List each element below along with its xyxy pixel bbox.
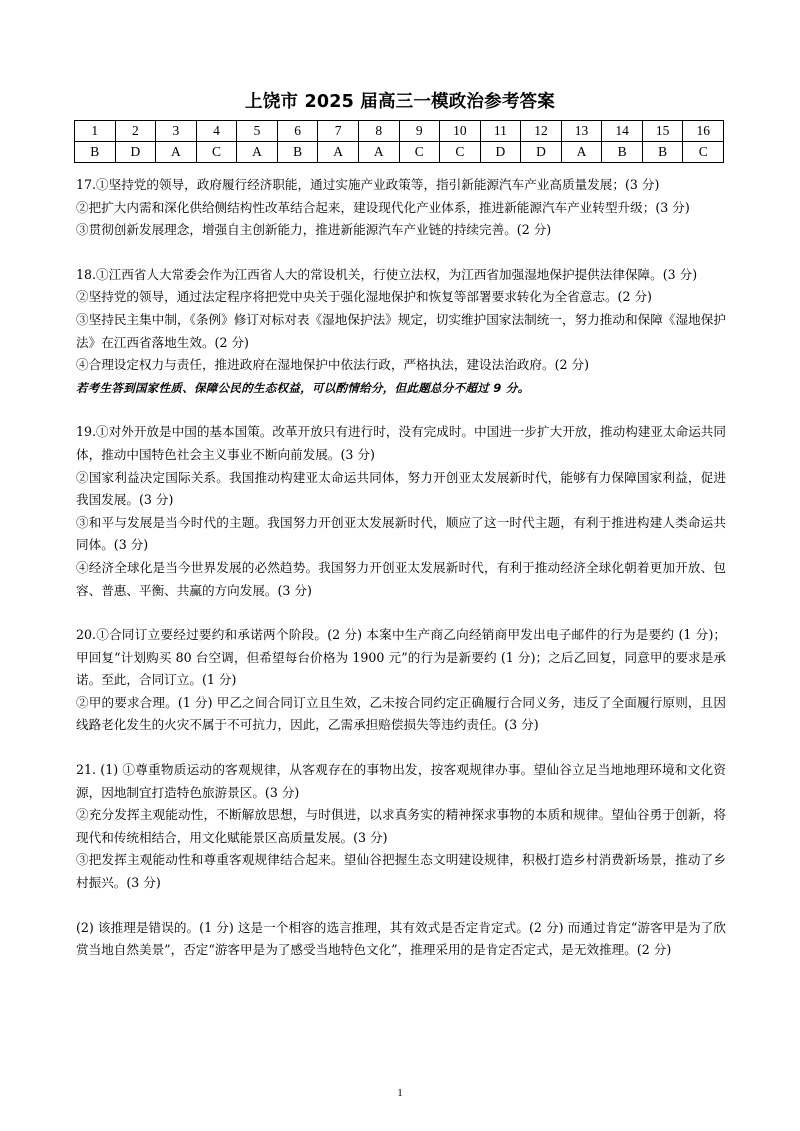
answer-point: 21. (1) ①尊重物质运动的客观规律，从客观存在的事物出发，按客观规律办事。望仙谷立足当地地理环境和文化资源，因地制宜打造特色旅游景区。(3 分) — [76, 762, 726, 800]
question-number-cell: 4 — [196, 121, 237, 142]
answer-cell: A — [318, 142, 359, 163]
question-number-cell: 13 — [561, 121, 602, 142]
answer-cell: B — [277, 142, 318, 163]
answer-point: ②把扩大内需和深化供给侧结构性改革结合起来，建设现代化产业体系，推进新能源汽车产业转型升级；(3 分) — [76, 199, 690, 215]
answer-cell: B — [602, 142, 643, 163]
question-number-cell: 6 — [277, 121, 318, 142]
answer-cell: C — [399, 142, 440, 163]
answer-point: ④经济全球化是当今世界发展的必然趋势。我国努力开创亚太发展新时代，有利于推动经济全球化朝着更加开放、包容、普惠、平衡、共赢的方向发展。(3 分) — [76, 559, 726, 598]
question-17-answer — [76, 174, 726, 242]
answer-cell: D — [115, 142, 156, 163]
answer-cell: A — [156, 142, 197, 163]
answer-point: 17.①坚持党的领导，政府履行经济职能，通过实施产业政策等，指引新能源汽车产业高质量发展；(3 分) — [76, 177, 660, 192]
answer-cell: A — [561, 142, 602, 163]
answer-cell: A — [358, 142, 399, 163]
question-20-answer — [76, 624, 726, 737]
answer-point: 18.①江西省人大常委会作为江西省人大的常设机关，行使立法权，为江西省加强湿地保护提供法律保障。(3 分) — [76, 266, 698, 282]
question-number-cell: 9 — [399, 121, 440, 142]
answer-row — [75, 142, 724, 163]
question-number-cell: 7 — [318, 121, 359, 142]
answer-point: ③坚持民主集中制，《条例》修订对标对表《湿地保护法》规定，切实维护国家法制统一，努力推动和保障《湿地保护法》在江西省落地生效。(2 分) — [76, 311, 726, 350]
answer-point: ③和平与发展是当今时代的主题。我国努力开创亚太发展新时代，顺应了这一时代主题，有利于推进构建人类命运共同体。(3 分) — [76, 514, 726, 553]
answer-point: ③把发挥主观能动性和尊重客观规律结合起来。望仙谷把握生态文明建设规律，积极打造乡村消费新场景，推动了乡村振兴。(3 分) — [76, 852, 726, 891]
answer-point: 19.①对外开放是中国的基本国策。改革开放只有进行时，没有完成时。中国进一步扩大开放，推动构建亚太命运共同体，推动中国特色社会主义事业不断向前发展。(3 分) — [76, 424, 726, 462]
answer-cell: B — [642, 142, 683, 163]
answer-cell: C — [196, 142, 237, 163]
question-number-cell: 3 — [156, 121, 197, 142]
answer-point: ②坚持党的领导，通过法定程序将把党中央关于强化湿地保护和恢复等部署要求转化为全省意志。(2 分) — [76, 289, 652, 305]
answer-cell: B — [75, 142, 116, 163]
question-number-cell: 5 — [237, 121, 278, 142]
question-number-cell: 11 — [480, 121, 521, 142]
answer-table — [74, 120, 724, 163]
question-number-cell: 15 — [642, 121, 683, 142]
question-number-row — [75, 121, 724, 142]
question-18-answer — [76, 264, 726, 400]
question-number-cell: 1 — [75, 121, 116, 142]
answer-point: ③贯彻创新发展理念，增强自主创新能力，推进新能源汽车产业链的持续完善。(2 分) — [76, 222, 552, 238]
answer-cell: A — [237, 142, 278, 163]
grading-note: 若考生答到国家性质、保障公民的生态权益，可以酌情给分，但此题总分不超过 9 分。 — [76, 380, 530, 395]
answer-point: ②甲的要求合理。(1 分) 甲乙之间合同订立且生效，乙未按合同约定正确履行合同义务，违反了全面履行原则，且因线路老化发生的火灾不属于不可抗力，因此，乙需承担赔偿损失等违约责任。(3 分) — [76, 694, 726, 733]
question-number-cell: 10 — [440, 121, 481, 142]
question-21-part-2-answer — [76, 917, 726, 962]
answer-point: 20.①合同订立要经过要约和承诺两个阶段。(2 分) 本案中生产商乙向经销商甲发出电子邮件的行为是要约 (1 分)；甲回复“计划购买 80 台空调，但希望每台价格为 1900 元”的行为是新要约 (1 分)；之后乙回复，同意甲的要求是承诺。至此，合同订立。(1 分) — [76, 627, 726, 688]
answer-cell: D — [480, 142, 521, 163]
question-number-cell: 2 — [115, 121, 156, 142]
question-21-part-1-answer — [76, 759, 726, 895]
answer-content — [76, 174, 726, 962]
question-number-cell: 8 — [358, 121, 399, 142]
page-number: 1 — [397, 1087, 403, 1099]
answer-point: ②国家利益决定国际关系。我国推动构建亚太命运共同体，努力开创亚太发展新时代，能够有力保障国家利益，促进我国发展。(3 分) — [76, 469, 726, 508]
answer-cell: C — [440, 142, 481, 163]
question-number-cell: 12 — [521, 121, 562, 142]
answer-point: (2) 该推理是错误的。(1 分) 这是一个相容的选言推理，其有效式是否定肯定式。(2 分) 而通过肯定“游客甲是为了欣赏当地自然美景”，否定“游客甲是为了感受当地特色文化”，推理采用的是肯定否定式，是无效推理。(2 分) — [76, 919, 726, 958]
question-19-answer — [76, 421, 726, 602]
question-number-cell: 14 — [602, 121, 643, 142]
answer-cell: C — [683, 142, 724, 163]
answer-cell: D — [521, 142, 562, 163]
page-title: 上饶市 2025 届高三一模政治参考答案 — [245, 92, 555, 112]
answer-point: ④合理设定权力与责任，推进政府在湿地保护中依法行政，严格执法，建设法治政府。(2 分) — [76, 357, 589, 373]
answer-point: ②充分发挥主观能动性，不断解放思想，与时俱进，以求真务实的精神探求事物的本质和规律。望仙谷勇于创新，将现代和传统相结合，用文化赋能景区高质量发展。(3 分) — [76, 807, 726, 845]
question-number-cell: 16 — [683, 121, 724, 142]
